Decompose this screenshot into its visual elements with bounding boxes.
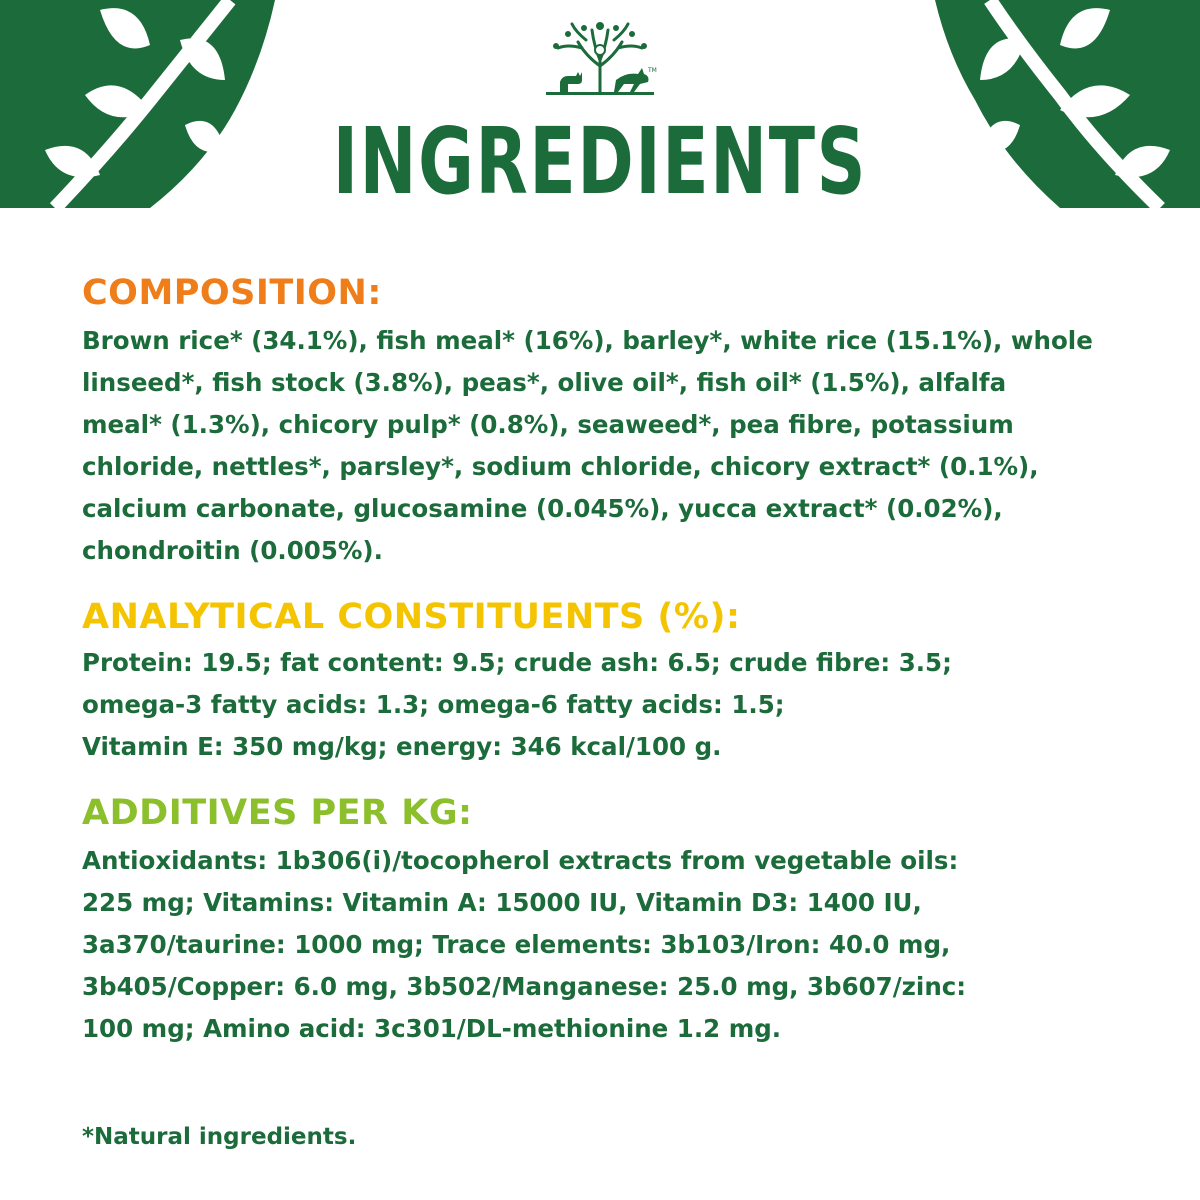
composition-heading: COMPOSITION: (82, 273, 382, 313)
additives-text (82, 840, 1142, 1050)
additives-line: 225 mg; Vitamins: Vitamin A: 15000 IU, Vitamin D3: 1400 IU, (82, 888, 922, 917)
additives-line: 3b405/Copper: 6.0 mg, 3b502/Manganese: 25.0 mg, 3b607/zinc: (82, 972, 967, 1001)
brand-logo (538, 18, 662, 110)
analytical-constituents-heading: ANALYTICAL CONSTITUENTS (%): (82, 597, 741, 637)
composition-line: chondroitin (0.005%). (82, 536, 383, 565)
natural-ingredients-footnote: *Natural ingredients. (82, 1124, 357, 1150)
analytical-line: Vitamin E: 350 mg/kg; energy: 346 kcal/100 g. (82, 732, 722, 761)
composition-line: chloride, nettles*, parsley*, sodium chloride, chicory extract* (0.1%), (82, 452, 1039, 481)
analytical-line: Protein: 19.5; fat content: 9.5; crude ash: 6.5; crude fibre: 3.5; (82, 648, 952, 677)
composition-text (82, 320, 1142, 572)
page-title: INGREDIENTS (332, 108, 868, 215)
additives-heading: ADDITIVES PER KG: (82, 793, 473, 833)
tree-with-cat-and-dog-logo-icon (538, 18, 662, 110)
composition-line: Brown rice* (34.1%), fish meal* (16%), barley*, white rice (15.1%), whole (82, 326, 1093, 355)
composition-line: calcium carbonate, glucosamine (0.045%), yucca extract* (0.02%), (82, 494, 1003, 523)
additives-line: 3a370/taurine: 1000 mg; Trace elements: 3b103/Iron: 40.0 mg, (82, 930, 951, 959)
analytical-line: omega-3 fatty acids: 1.3; omega-6 fatty acids: 1.5; (82, 690, 785, 719)
additives-line: 100 mg; Amino acid: 3c301/DL-methionine 1.2 mg. (82, 1014, 782, 1043)
additives-line: Antioxidants: 1b306(i)/tocopherol extracts from vegetable oils: (82, 846, 959, 875)
ingredients-content (82, 270, 1142, 1050)
analytical-constituents-text (82, 642, 1142, 768)
svg-text:TM: TM (648, 67, 657, 74)
composition-line: meal* (1.3%), chicory pulp* (0.8%), seaweed*, pea fibre, potassium (82, 410, 1014, 439)
composition-line: linseed*, fish stock (3.8%), peas*, olive oil*, fish oil* (1.5%), alfalfa (82, 368, 1007, 397)
